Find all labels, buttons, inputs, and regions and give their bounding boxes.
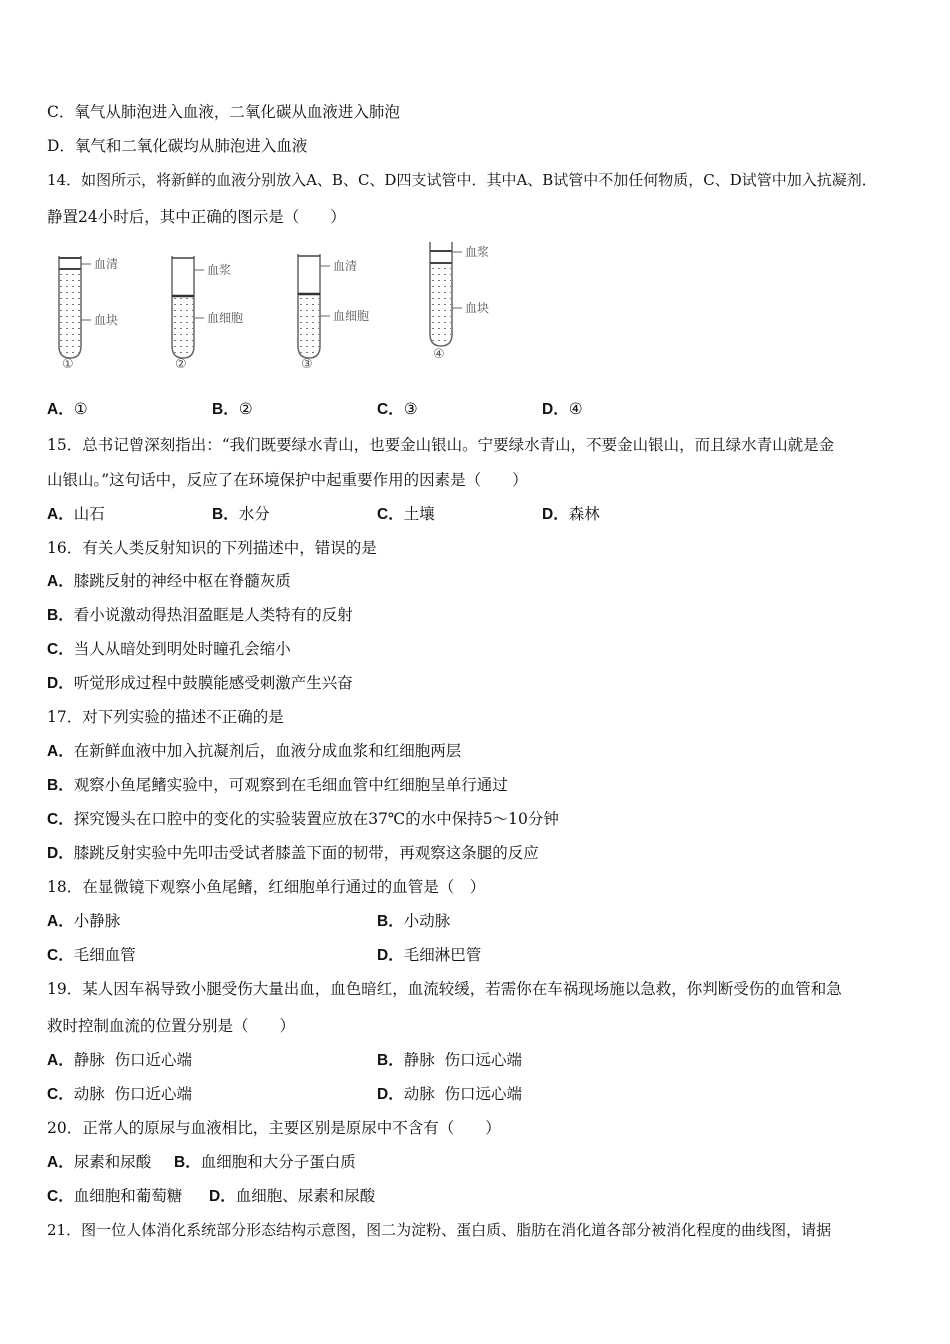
tube-1-top-label: 血清 (94, 257, 119, 271)
q15-stem-line2: 山银山。”这句话中，反应了在环境保护中起重要作用的因素是（ ） (47, 471, 528, 489)
tube-4-bottom-label: 血块 (465, 301, 490, 315)
q15-option-c: C．土壤 (377, 505, 435, 523)
q18-stem: 18．在显微镜下观察小鱼尾鳍，红细胞单行通过的血管是（ ） (47, 878, 486, 896)
tube-4 (430, 242, 489, 362)
q13-option-d: D．氧气和二氧化碳均从肺泡进入血液 (47, 137, 308, 155)
q15-option-b: B．水分 (212, 505, 270, 523)
q16-option-a: A．膝跳反射的神经中枢在脊髓灰质 (47, 572, 291, 590)
q19-option-b: B．静脉 伤口远心端 (377, 1051, 523, 1069)
tube-3-top-label: 血清 (333, 259, 358, 273)
q15-option-d: D．森林 (542, 505, 600, 523)
q16-option-c: C．当人从暗处到明处时瞳孔会缩小 (47, 640, 291, 658)
tube-3 (298, 254, 369, 372)
q14-stem-line1: 14．如图所示，将新鲜的血液分别放入A、B、C、D四支试管中．其中A、B试管中不加任何物质，C、D试管中加入抗凝剂． (47, 171, 877, 189)
q17-option-c: C．探究馒头在口腔中的变化的实验装置应放在37℃的水中保持5～10分钟 (47, 810, 559, 828)
q19-option-c: C．动脉 伤口近心端 (47, 1085, 193, 1103)
q14-option-c: C．③ (377, 400, 418, 418)
tube-1 (59, 256, 118, 372)
tube-2-bottom-label: 血细胞 (207, 311, 244, 325)
q16-option-b: B．看小说激动得热泪盈眶是人类特有的反射 (47, 606, 353, 624)
q16-stem: 16．有关人类反射知识的下列描述中，错误的是 (47, 539, 377, 557)
q19-option-d: D．动脉 伤口远心端 (377, 1085, 523, 1103)
q19-option-a: A．静脉 伤口近心端 (47, 1051, 193, 1069)
q20-option-a: A．尿素和尿酸 (47, 1153, 152, 1171)
q15-option-a: A．山石 (47, 505, 105, 523)
q18-option-d: D．毛细淋巴管 (377, 946, 482, 964)
q21-stem-line1: 21．图一位人体消化系统部分形态结构示意图，图二为淀粉、蛋白质、脂肪在消化道各部分被消化程度的曲线图，请据 (47, 1221, 832, 1239)
q17-option-d: D．膝跳反射实验中先叩击受试者膝盖下面的韧带，再观察这条腿的反应 (47, 844, 539, 862)
test-tube-figure (47, 236, 527, 376)
q20-option-b: B．血细胞和大分子蛋白质 (174, 1153, 356, 1171)
q17-option-b: B．观察小鱼尾鳍实验中，可观察到在毛细血管中红细胞呈单行通过 (47, 776, 508, 794)
tube-2-top-label: 血浆 (207, 263, 232, 277)
q20-stem: 20．正常人的原尿与血液相比，主要区别是原尿中不含有（ ） (47, 1119, 501, 1137)
tube-1-number: ① (62, 357, 74, 372)
tube-1-bottom-label: 血块 (94, 313, 119, 327)
q16-option-d: D．听觉形成过程中鼓膜能感受刺激产生兴奋 (47, 674, 353, 692)
tube-3-bottom-label: 血细胞 (333, 309, 370, 323)
q18-option-b: B．小动脉 (377, 912, 451, 930)
q15-stem-line1: 15．总书记曾深刻指出：“我们既要绿水青山，也要金山银山。宁要绿水青山，不要金山银山，而且绿水青山就是金 (47, 436, 835, 454)
q14-stem-line2: 静置24小时后，其中正确的图示是（ ） (47, 208, 346, 226)
q14-option-d: D．④ (542, 400, 583, 418)
q20-option-d: D．血细胞、尿素和尿酸 (209, 1187, 376, 1205)
tube-2 (172, 256, 243, 372)
q18-option-c: C．毛细血管 (47, 946, 136, 964)
q19-stem-line1: 19．某人因车祸导致小腿受伤大量出血，血色暗红，血流较缓，若需你在车祸现场施以急救，你判断受伤的血管和急 (47, 980, 842, 998)
q18-option-a: A．小静脉 (47, 912, 121, 930)
q19-stem-line2: 救时控制血流的位置分别是（ ） (47, 1017, 296, 1035)
tube-4-top-label: 血浆 (465, 245, 490, 259)
q14-option-a: A．① (47, 400, 88, 418)
q17-option-a: A．在新鲜血液中加入抗凝剂后，血液分成血浆和红细胞两层 (47, 742, 462, 760)
q17-stem: 17．对下列实验的描述不正确的是 (47, 708, 284, 726)
q13-option-c: C．氧气从肺泡进入血液，二氧化碳从血液进入肺泡 (47, 103, 400, 121)
q14-option-b: B．② (212, 400, 253, 418)
q20-option-c: C．血细胞和葡萄糖 (47, 1187, 183, 1205)
tube-3-number: ③ (301, 357, 313, 372)
tube-4-number: ④ (433, 347, 445, 362)
tube-2-number: ② (175, 357, 187, 372)
